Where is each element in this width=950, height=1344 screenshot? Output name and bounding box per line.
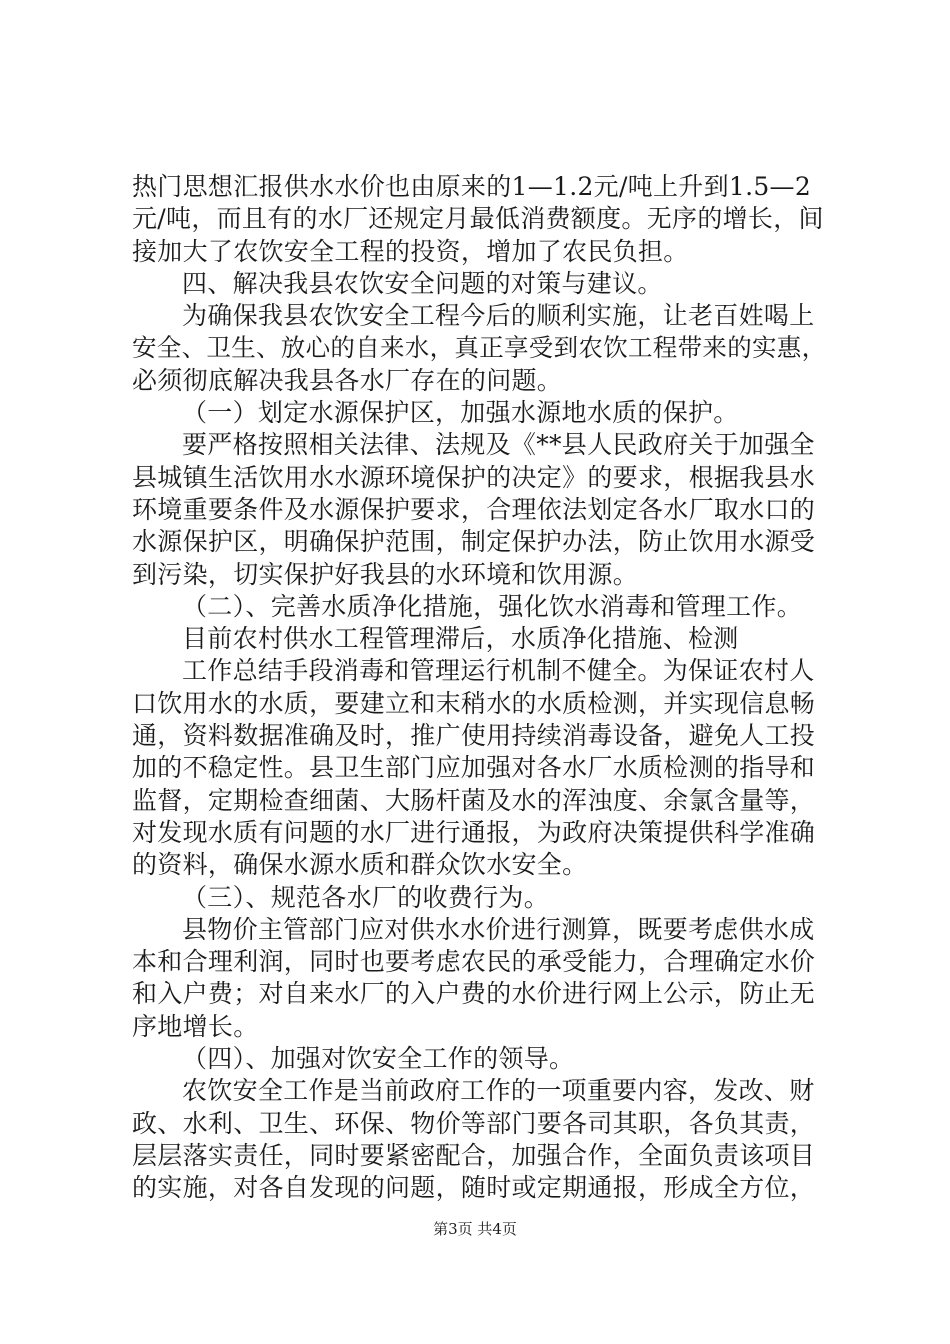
text-line: 水源保护区，明确保护范围，制定保护办法，防止饮用水源受 — [132, 527, 816, 557]
text-line: 政、水利、卫生、环保、物价等部门要各司其职，各负其责， — [132, 1108, 816, 1138]
text-line: 口饮用水的水质，要建立和末稍水的水质检测，并实现信息畅 — [132, 688, 816, 718]
text-line: 目前农村供水工程管理滞后，水质净化措施、检测 — [182, 624, 739, 654]
text-line: 安全、卫生、放心的自来水，真正享受到农饮工程带来的实惠， — [132, 333, 827, 363]
text-line: （一）划定水源保护区，加强水源地水质的保护。 — [182, 398, 739, 428]
text-line: 接加大了农饮安全工程的投资，增加了农民负担。 — [132, 236, 689, 266]
text-line: 本和合理利润，同时也要考虑农民的承受能力，合理确定水价 — [132, 947, 816, 977]
text-line: 必须彻底解决我县各水厂存在的问题。 — [132, 365, 563, 395]
text-line: 监督，定期检查细菌、大肠杆菌及水的浑浊度、余氯含量等， — [132, 785, 816, 815]
text-line: 县物价主管部门应对供水水价进行测算，既要考虑供水成 — [182, 914, 815, 944]
text-line: 加的不稳定性。县卫生部门应加强对各水厂水质检测的指导和 — [132, 753, 816, 783]
text-line: 县城镇生活饮用水水源环境保护的决定》的要求，根据我县水 — [132, 462, 816, 492]
text-line: 为确保我县农饮安全工程今后的顺利实施，让老百姓喝上 — [182, 301, 815, 331]
text-line: （四）、加强对饮安全工作的领导。 — [182, 1044, 575, 1074]
text-line: 工作总结手段消毒和管理运行机制不健全。为保证农村人 — [182, 656, 815, 686]
text-line: 四、解决我县农饮安全问题的对策与建议。 — [182, 268, 663, 298]
text-line: （二）、完善水质净化措施，强化饮水消毒和管理工作。 — [182, 591, 803, 621]
text-line: 的资料，确保水源水质和群众饮水安全。 — [132, 850, 588, 880]
text-line: 要严格按照相关法律、法规及《**县人民政府关于加强全 — [182, 430, 815, 460]
text-line: 对发现水质有问题的水厂进行通报，为政府决策提供科学准确 — [132, 817, 816, 847]
text-line: 通，资料数据准确及时，推广使用持续消毒设备，避免人工投 — [132, 721, 816, 751]
text-line: 序地增长。 — [132, 1011, 259, 1041]
text-line: 环境重要条件及水源保护要求，合理依法划定各水厂取水口的 — [132, 494, 816, 524]
text-line: 热门思想汇报供水水价也由原来的1—1.2元/吨上升到1.5—2 — [132, 172, 812, 201]
text-line: 层层落实责任，同时要紧密配合，加强合作，全面负责该项目 — [132, 1140, 816, 1170]
text-line: 农饮安全工作是当前政府工作的一项重要内容，发改、财 — [182, 1076, 815, 1106]
page-footer: 第3页 共4页 — [433, 1220, 517, 1238]
text-line: （三）、规范各水厂的收费行为。 — [182, 882, 550, 912]
text-line: 到污染，切实保护好我县的水环境和饮用源。 — [132, 559, 639, 589]
text-line: 和入户费；对自来水厂的入户费的水价进行网上公示，防止无 — [132, 979, 816, 1009]
text-line: 的实施，对各自发现的问题，随时或定期通报，形成全方位， — [132, 1173, 816, 1203]
text-line: 元/吨，而且有的水厂还规定月最低消费额度。无序的增长，间 — [132, 204, 824, 234]
document-body — [132, 171, 838, 1205]
